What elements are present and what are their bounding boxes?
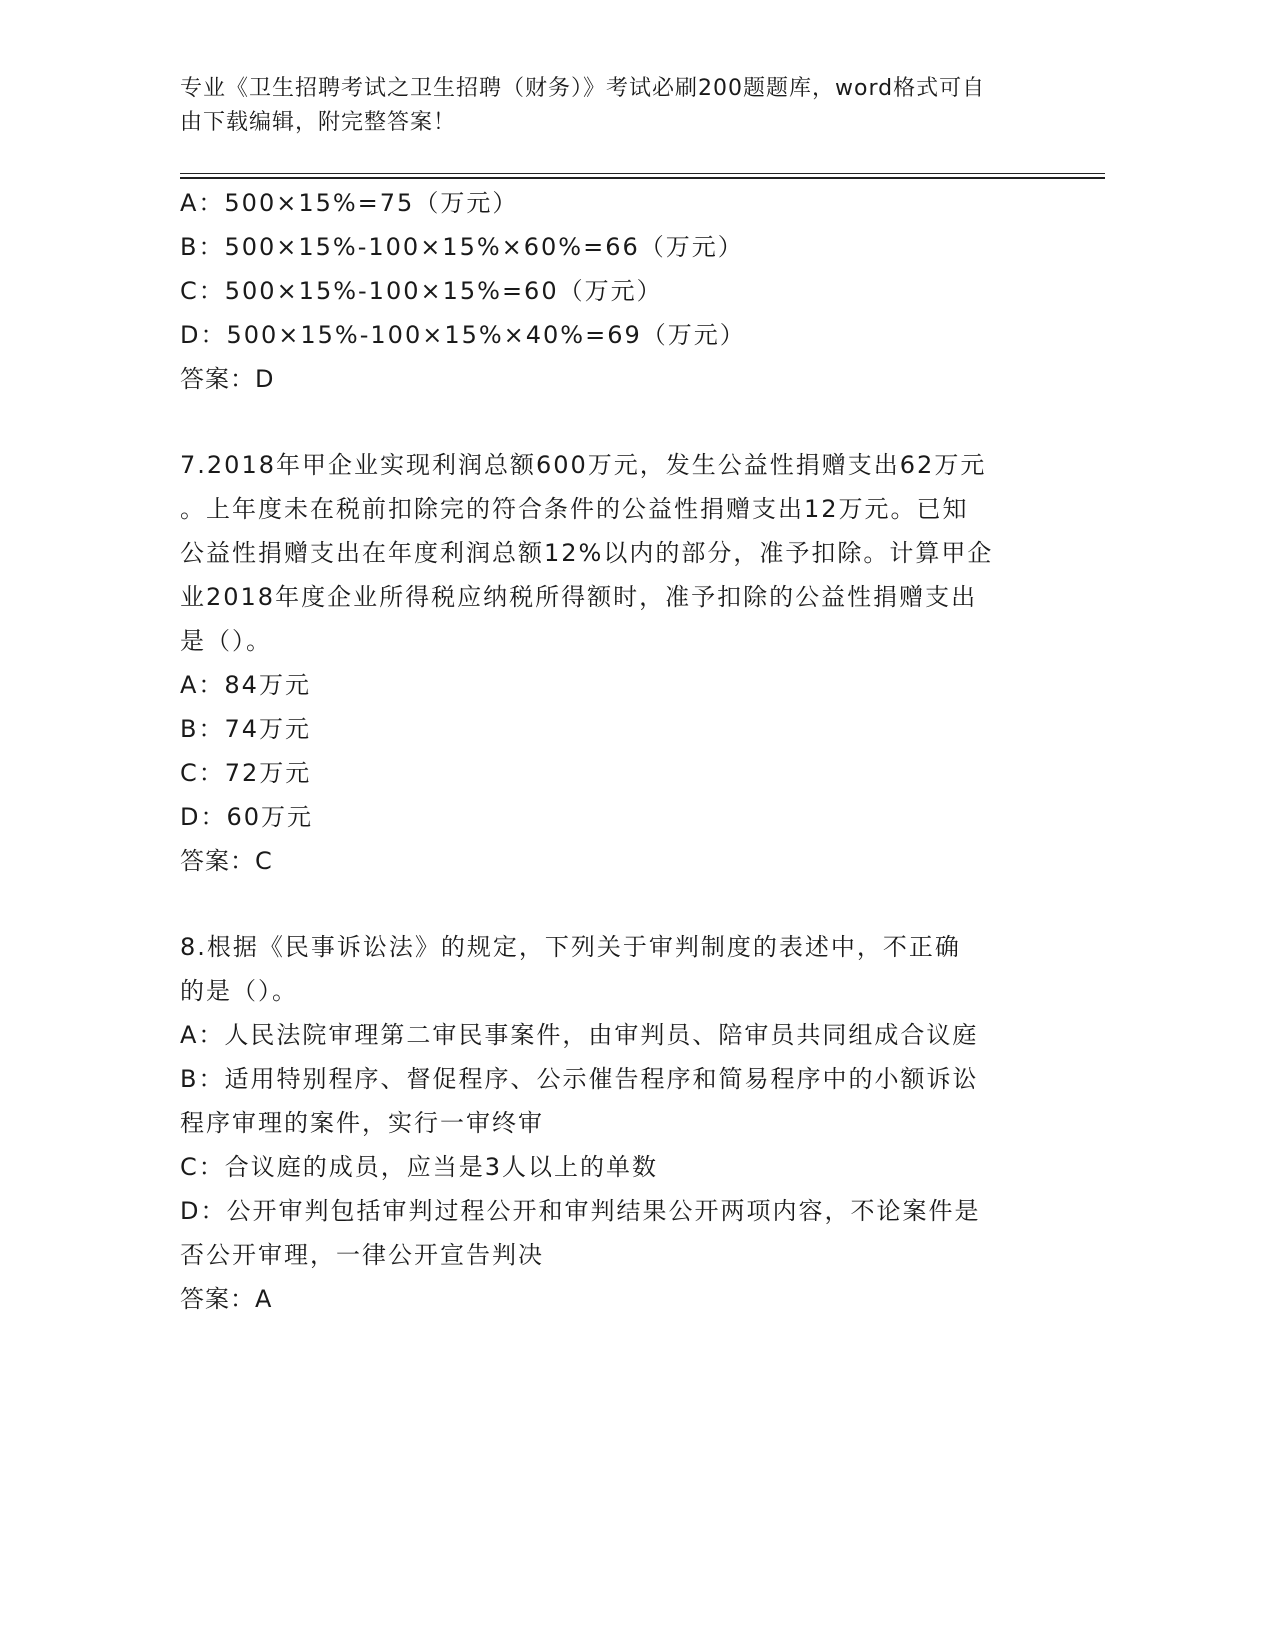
q8-stem-line: 的是（）。 xyxy=(180,977,298,1005)
q7-option-c: C：72万元 xyxy=(180,759,312,787)
q8-stem-line: 8.根据《民事诉讼法》的规定，下列关于审判制度的表述中，不正确 xyxy=(180,933,961,961)
q8-option-b: B：适用特别程序、督促程序、公示催告程序和简易程序中的小额诉讼 xyxy=(180,1065,979,1093)
header-divider xyxy=(180,173,1105,179)
question-8-block xyxy=(180,925,1060,1321)
q6-option-d: D：500×15%-100×15%×40%=69（万元） xyxy=(180,321,746,349)
q8-option-b-continued: 程序审理的案件，实行一审终审 xyxy=(180,1109,544,1137)
q7-stem-line: 7.2018年甲企业实现利润总额600万元，发生公益性捐赠支出62万元 xyxy=(180,451,987,479)
q7-answer: 答案：C xyxy=(180,847,273,875)
q7-stem-line: 。上年度未在税前扣除完的符合条件的公益性捐赠支出12万元。已知 xyxy=(180,495,969,523)
header-title-line-2: 由下载编辑，附完整答案！ xyxy=(180,110,457,135)
q7-option-a: A：84万元 xyxy=(180,671,311,699)
page-header xyxy=(180,72,1040,140)
q8-option-d: D：公开审判包括审判过程公开和审判结果公开两项内容，不论案件是 xyxy=(180,1197,981,1225)
q6-option-c: C：500×15%-100×15%=60（万元） xyxy=(180,277,663,305)
q7-option-b: B：74万元 xyxy=(180,715,312,743)
q8-option-d-continued: 否公开审理，一律公开宣告判决 xyxy=(180,1241,544,1269)
q7-option-d: D：60万元 xyxy=(180,803,314,831)
header-title-line-1: 专业《卫生招聘考试之卫生招聘（财务）》考试必刷200题题库，word格式可自 xyxy=(180,76,986,101)
spacer xyxy=(180,883,1060,925)
q6-option-b: B：500×15%-100×15%×60%=66（万元） xyxy=(180,233,744,261)
q8-option-a: A：人民法院审理第二审民事案件，由审判员、陪审员共同组成合议庭 xyxy=(180,1021,979,1049)
q6-answer: 答案：D xyxy=(180,365,275,393)
q8-option-c: C：合议庭的成员，应当是3人以上的单数 xyxy=(180,1153,659,1181)
q8-answer: 答案：A xyxy=(180,1285,273,1313)
document-body xyxy=(180,181,1060,1321)
question-7-block xyxy=(180,443,1060,883)
q7-stem-line: 公益性捐赠支出在年度利润总额12%以内的部分，准予扣除。计算甲企 xyxy=(180,539,994,567)
q6-option-a: A：500×15%=75（万元） xyxy=(180,189,519,217)
spacer xyxy=(180,401,1060,443)
question-6-block xyxy=(180,181,1060,401)
q7-stem-line: 业2018年度企业所得税应纳税所得额时，准予扣除的公益性捐赠支出 xyxy=(180,583,978,611)
q7-stem-line: 是（）。 xyxy=(180,627,272,655)
